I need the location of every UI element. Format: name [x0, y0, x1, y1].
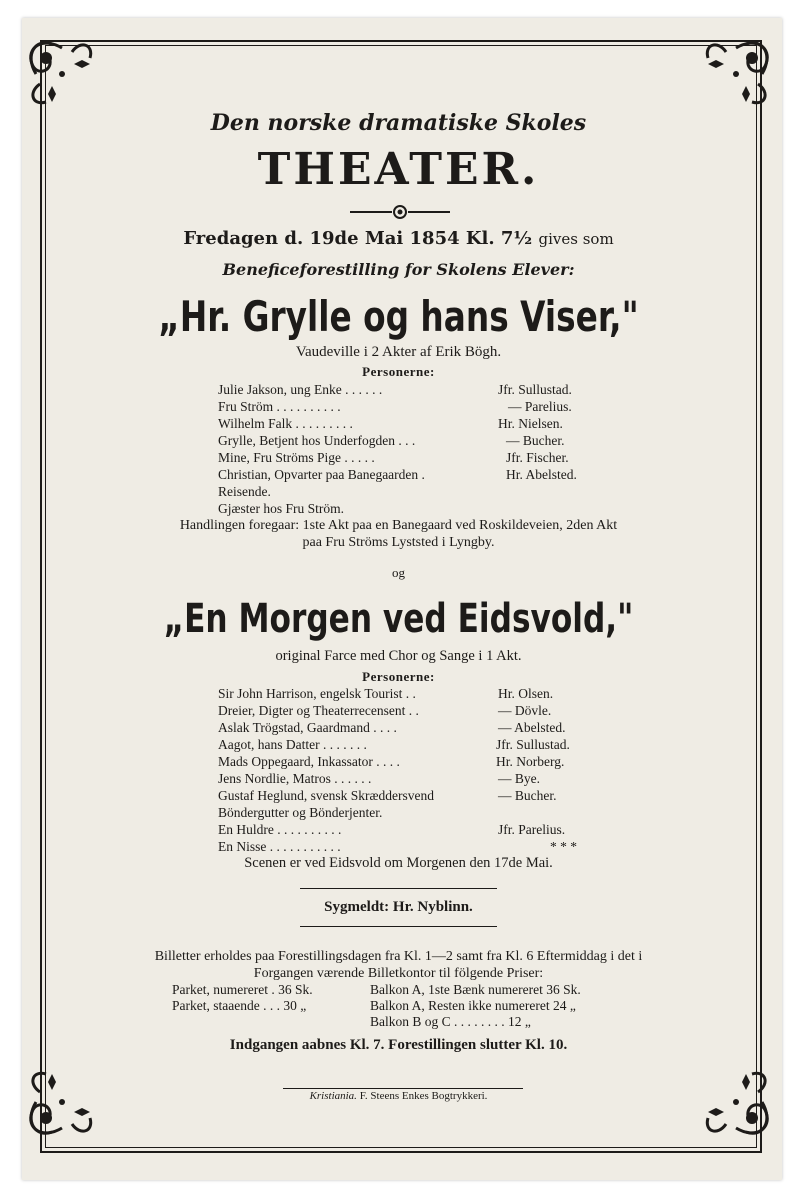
cast-character: Mads Oppegaard, Inkassator . . . .: [218, 754, 400, 769]
connector-og: og: [392, 565, 405, 580]
corner-ornament-icon: [698, 34, 776, 112]
play1-subtitle: Vaudeville i 2 Akter af Erik Bögh.: [295, 344, 502, 360]
cast-actor: — Bucher.: [498, 788, 557, 803]
doors-line: Indgangen aabnes Kl. 7. Forestillingen slutter Kl. 10.: [229, 1037, 568, 1053]
cast-character: Aslak Trögstad, Gaardmand . . . .: [218, 720, 397, 735]
cast-character: Mine, Fru Ströms Pige . . . . .: [218, 450, 375, 465]
cast-actor: — Abelsted.: [498, 720, 566, 735]
cast-actor: * * *: [550, 839, 577, 854]
price-row: Parket, numereret . 36 Sk.: [172, 982, 313, 997]
cast-character: Gjæster hos Fru Ström.: [218, 501, 345, 516]
cast-character: Grylle, Betjent hos Underfogden . . .: [218, 433, 416, 448]
price-row: Balkon A, Resten ikke numereret 24 „: [370, 998, 576, 1013]
corner-ornament-icon: [22, 34, 100, 112]
cast-character: Fru Ström . . . . . . . . . .: [218, 399, 341, 414]
tickets-line2: Forgangen værende Billetkontor til fölgende Priser:: [253, 966, 544, 981]
play1-setting-line1: Handlingen foregaar: 1ste Akt paa en Banegaard ved Roskildeveien, 2den Akt: [179, 518, 618, 533]
cast-character: En Huldre . . . . . . . . . .: [218, 822, 342, 837]
tickets-line1: Billetter erholdes paa Forestillingsdagen fra Kl. 1—2 samt fra Kl. 6 Eftermiddag i det i: [154, 949, 643, 964]
cast-character: Aagot, hans Datter . . . . . . .: [218, 737, 367, 752]
corner-ornament-icon: [698, 1064, 776, 1142]
cast-actor: — Bucher.: [506, 433, 565, 448]
cast-character: Wilhelm Falk . . . . . . . . .: [218, 416, 353, 431]
cast-actor: Jfr. Parelius.: [498, 822, 566, 837]
printer-name: F. Steens Enkes Bogtrykkeri.: [359, 1090, 488, 1102]
cast-character: En Nisse . . . . . . . . . . .: [218, 839, 341, 854]
cast-actor: Hr. Norberg.: [496, 754, 565, 769]
divider-ornament-icon: [392, 204, 408, 220]
play1-cast-heading: Personerne:: [362, 364, 435, 379]
cast-actor: Hr. Nielsen.: [498, 416, 563, 431]
date-text: Fredagen d. 19de Mai 1854 Kl. 7½: [183, 228, 533, 249]
cast-character: Dreier, Digter og Theaterrecensent . .: [218, 703, 419, 718]
cast-actor: Jfr. Sullustad.: [496, 737, 570, 752]
play2-subtitle: original Farce med Chor og Sange i 1 Akt.: [275, 648, 522, 664]
printer-city: Kristiania.: [309, 1090, 357, 1102]
divider-line-left: [350, 211, 392, 213]
play1-title: „Hr. Grylle og hans Viser,": [158, 292, 639, 341]
cast-actor: Hr. Olsen.: [498, 686, 554, 701]
play2-cast-heading: Personerne:: [362, 669, 435, 684]
theater-title: THEATER.: [257, 144, 540, 195]
divider-line-right: [408, 211, 450, 213]
corner-ornament-icon: [22, 1064, 100, 1142]
gives-text: gives som: [538, 230, 614, 248]
cast-character: Reisende.: [218, 484, 271, 499]
date-line: [0, 228, 797, 249]
cast-character: Christian, Opvarter paa Banegaarden .: [218, 467, 425, 482]
sick-notice: Sygmeldt: Hr. Nyblinn.: [324, 899, 473, 915]
price-row: Parket, staaende . . . 30 „: [172, 998, 307, 1013]
play2-setting: Scenen er ved Eidsvold om Morgenen den 17de Mai.: [244, 855, 553, 871]
printer-rule: [283, 1088, 523, 1089]
cast-character: Sir John Harrison, engelsk Tourist . .: [218, 686, 416, 701]
cast-actor: — Bye.: [498, 771, 540, 786]
price-row: Balkon B og C . . . . . . . . 12 „: [370, 1014, 531, 1029]
school-name: Den norske dramatiske Skoles: [210, 110, 587, 136]
cast-character: Julie Jakson, ung Enke . . . . . .: [218, 382, 383, 397]
cast-actor: Jfr. Fischer.: [506, 450, 569, 465]
price-row: Balkon A, 1ste Bænk numereret 36 Sk.: [370, 982, 581, 997]
cast-character: Böndergutter og Bönderjenter.: [218, 805, 383, 820]
cast-character: Jens Nordlie, Matros . . . . . .: [218, 771, 372, 786]
cast-actor: Jfr. Sullustad.: [498, 382, 572, 397]
sick-box-top-line: [300, 888, 497, 889]
play1-setting-line2: paa Fru Ströms Lyststed i Lyngby.: [302, 535, 495, 550]
printer-line: [0, 1090, 797, 1102]
cast-actor: Hr. Abelsted.: [506, 467, 577, 482]
cast-character: Gustaf Heglund, svensk Skræddersvend: [218, 788, 434, 803]
sick-box-bottom-line: [300, 926, 497, 927]
cast-actor: — Dövle.: [498, 703, 552, 718]
cast-actor: — Parelius.: [508, 399, 572, 414]
benefit-line: Beneficeforestilling for Skolens Elever:: [222, 260, 575, 279]
play2-title: „En Morgen ved Eidsvold,": [163, 596, 634, 642]
